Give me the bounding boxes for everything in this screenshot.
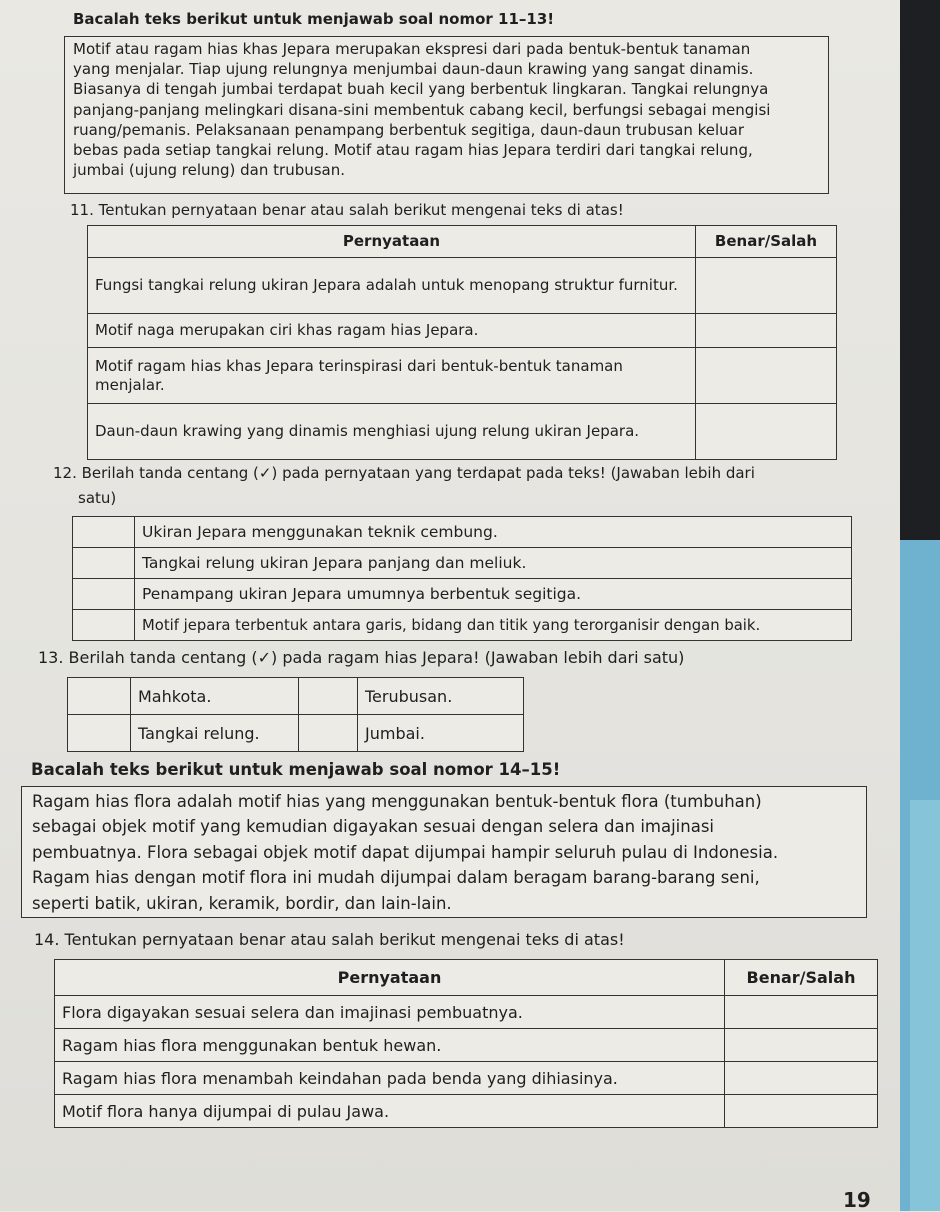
- q14-statement: Ragam hias flora menggunakan bentuk hewan.: [55, 1029, 725, 1062]
- passage1-line: Biasanya di tengah jumbai terdapat buah kecil yang berbentuk lingkaran. Tangkai relungnya: [73, 80, 769, 99]
- passage1-line: panjang-panjang melingkari disana-sini membentuk cabang kecil, berfungsi sebagai mengisi: [73, 100, 771, 119]
- q11-table: [87, 225, 837, 460]
- q11-answer-cell[interactable]: [696, 258, 837, 314]
- passage1-line: bebas pada setiap tangkai relung. Motif atau ragam hias Jepara terdiri dari tangkai relung,: [73, 141, 753, 160]
- q13-checkbox[interactable]: [68, 678, 131, 715]
- question-13: 13. Berilah tanda centang (✓) pada ragam hias Jepara! (Jawaban lebih dari satu): [38, 648, 685, 667]
- q11-answer-cell[interactable]: [696, 348, 837, 404]
- q13-checkbox[interactable]: [68, 715, 131, 752]
- q12-checkbox[interactable]: [73, 579, 135, 610]
- q12-statement: Penampang ukiran Jepara umumnya berbentuk segitiga.: [135, 579, 852, 610]
- q12-checkbox[interactable]: [73, 610, 135, 641]
- q14-statement: Motif flora hanya dijumpai di pulau Jawa.: [55, 1095, 725, 1128]
- q11-statement: Daun-daun krawing yang dinamis menghiasi ujung relung ukiran Jepara.: [88, 404, 696, 460]
- passage1-line: yang menjalar. Tiap ujung relungnya menjumbai daun-daun krawing yang sangat dinamis.: [73, 60, 754, 79]
- passage1-line: jumbai (ujung relung) dan trubusan.: [73, 161, 346, 180]
- background-edge: [900, 0, 940, 540]
- section2-heading: Bacalah teks berikut untuk menjawab soal nomor 14–15!: [31, 760, 561, 779]
- q14-header-answer: Benar/Salah: [725, 960, 878, 996]
- q11-header-answer: Benar/Salah: [696, 226, 837, 258]
- passage1-box: [64, 36, 829, 194]
- q13-checkbox[interactable]: [299, 678, 358, 715]
- q14-statement: Ragam hias flora menambah keindahan pada benda yang dihiasinya.: [55, 1062, 725, 1095]
- q12-statement: Ukiran Jepara menggunakan teknik cembung.: [135, 517, 852, 548]
- q14-answer-cell[interactable]: [725, 1029, 878, 1062]
- q12-statement: Motif jepara terbentuk antara garis, bidang dan titik yang terorganisir dengan baik.: [135, 610, 852, 641]
- q14-answer-cell[interactable]: [725, 1095, 878, 1128]
- passage2-line: Ragam hias flora adalah motif hias yang menggunakan bentuk-bentuk flora (tumbuhan): [32, 792, 762, 811]
- q11-statement: Fungsi tangkai relung ukiran Jepara adalah untuk menopang struktur furnitur.: [88, 258, 696, 314]
- q14-table: [54, 959, 878, 1128]
- passage2-line: pembuatnya. Flora sebagai objek motif dapat dijumpai hampir seluruh pulau di Indonesia.: [32, 842, 779, 862]
- q14-answer-cell[interactable]: [725, 996, 878, 1029]
- q11-statement: Motif ragam hias khas Jepara terinspirasi dari bentuk-bentuk tanaman menjalar.: [88, 348, 696, 404]
- question-14: 14. Tentukan pernyataan benar atau salah berikut mengenai teks di atas!: [34, 930, 625, 949]
- q14-answer-cell[interactable]: [725, 1062, 878, 1095]
- passage1-line: Motif atau ragam hias khas Jepara merupakan ekspresi dari pada bentuk-bentuk tanaman: [73, 40, 751, 58]
- q13-option: Mahkota.: [131, 678, 299, 715]
- q14-statement: Flora digayakan sesuai selera dan imajinasi pembuatnya.: [55, 996, 725, 1029]
- question-12-cont: satu): [78, 489, 117, 507]
- q13-checkbox[interactable]: [299, 715, 358, 752]
- passage2-line: seperti batik, ukiran, keramik, bordir, dan lain-lain.: [32, 893, 452, 913]
- q11-statement: Motif naga merupakan ciri khas ragam hias Jepara.: [88, 314, 696, 348]
- question-12: 12. Berilah tanda centang (✓) pada pernyataan yang terdapat pada teks! (Jawaban lebih dari: [53, 464, 755, 482]
- q11-answer-cell[interactable]: [696, 314, 837, 348]
- passage2-box: [21, 786, 867, 918]
- passage2-line: sebagai objek motif yang kemudian digayakan sesuai dengan selera dan imajinasi: [32, 817, 715, 837]
- question-11: 11. Tentukan pernyataan benar atau salah berikut mengenai teks di atas!: [70, 201, 624, 219]
- page-number: 19: [843, 1188, 871, 1212]
- q12-checkbox[interactable]: [73, 548, 135, 579]
- q13-option: Terubusan.: [358, 678, 524, 715]
- q12-statement: Tangkai relung ukiran Jepara panjang dan meliuk.: [135, 548, 852, 579]
- q13-table: [67, 677, 524, 752]
- passage1-line: ruang/pemanis. Pelaksanaan penampang berbentuk segitiga, daun-daun trubusan keluar: [73, 120, 745, 139]
- q13-option: Tangkai relung.: [131, 715, 299, 752]
- q11-header-statement: Pernyataan: [88, 226, 696, 258]
- passage2-line: Ragam hias dengan motif flora ini mudah dijumpai dalam beragam barang-barang seni,: [32, 868, 760, 888]
- q12-table: [72, 516, 852, 641]
- q14-header-statement: Pernyataan: [55, 960, 725, 996]
- background-edge-blue-light: [910, 800, 940, 1211]
- q13-option: Jumbai.: [358, 715, 524, 752]
- q11-answer-cell[interactable]: [696, 404, 837, 460]
- q12-checkbox[interactable]: [73, 517, 135, 548]
- section1-heading: Bacalah teks berikut untuk menjawab soal nomor 11–13!: [73, 10, 555, 28]
